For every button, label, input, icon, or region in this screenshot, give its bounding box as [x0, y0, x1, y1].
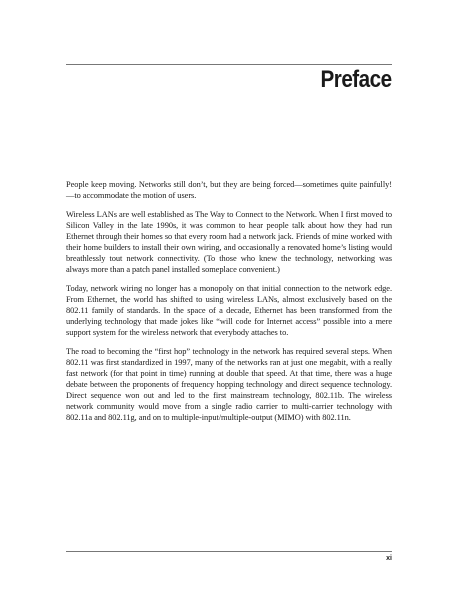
- body-text: [66, 179, 392, 431]
- paragraph: People keep moving. Networks still don’t, but they are being forced—sometimes quite painfully!—to accommodate the motion of users.: [66, 180, 392, 200]
- paragraph: Wireless LANs are well established as The Way to Connect to the Network. When I first moved to Silicon Valley in the late 1990s, it was common to hear people talk about how they had run Ethernet through their homes so that every room had a network jack. Friends of mine worked with their home builders to install their own wiring, and occasionally a renovated home’s listing would breathlessly tout network connectivity. (To those who knew the technology, networking was always more than a patch panel installed someplace convenient.): [66, 210, 392, 274]
- paragraph: The road to becoming the “first hop” technology in the network has required several steps. When 802.11 was first standardized in 1997, many of the networks ran at just one megabit, with a really fast network (for that point in time) running at double that speed. At that time, there was a huge debate between the proponents of frequency hopping technology and direct sequence technology. Direct sequence won out and led to the first mainstream technology, 802.11b. The wireless network community would move from a single radio carrier to multi-carrier technology with 802.11a and 802.11g, and on to multiple-input/multiple-output (MIMO) with 802.11n.: [66, 347, 392, 422]
- top-rule: [66, 64, 392, 65]
- bottom-rule: [66, 551, 392, 552]
- chapter-title: Preface: [321, 66, 392, 93]
- page-number: xi: [386, 555, 392, 562]
- paragraph: Today, network wiring no longer has a monopoly on that initial connection to the network edge. From Ethernet, the world has shifted to using wireless LANs, almost exclusively based on the 802.11 family of standards. In the space of a decade, Ethernet has been transformed from the underlying technology that made jokes like “will code for Internet access” possible into a mere support system for the wireless network that everybody attaches to.: [66, 284, 392, 337]
